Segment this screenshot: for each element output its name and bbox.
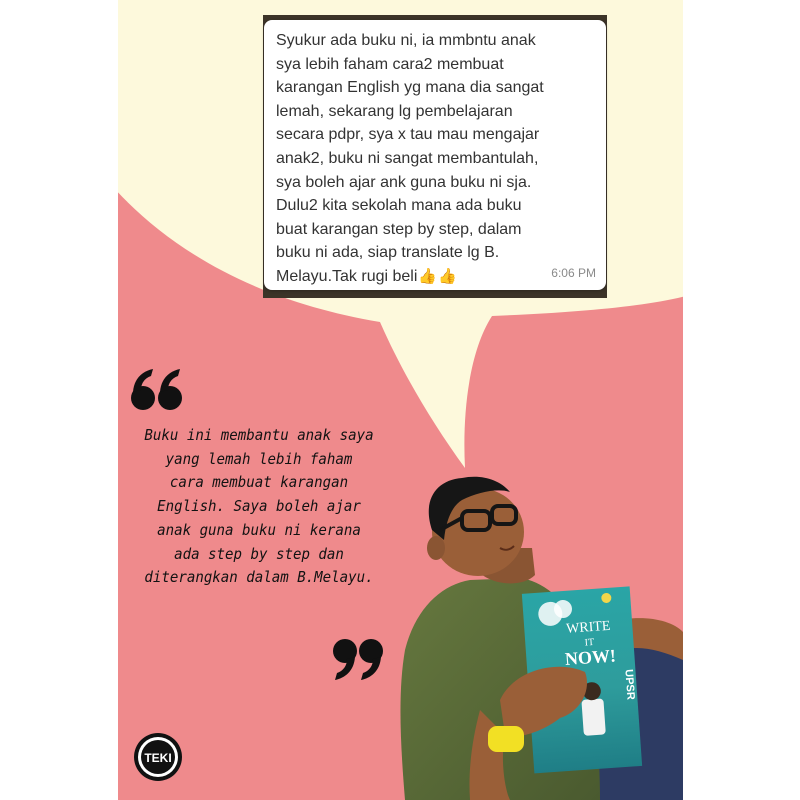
message-bubble [264,20,606,290]
message-line: buat karangan step by step, dalam [276,220,522,238]
quote-line: Buku ini membantu anak saya [144,426,374,444]
brand-logo [134,733,182,781]
book-title-line: NOW! [564,645,617,669]
message-text [276,29,606,289]
message-line-text: Melayu.Tak rugi beli [276,267,418,285]
book-figure [581,698,605,735]
book-title-line: WRITE [565,618,612,637]
brand-logo-text: TEKI [144,751,172,765]
message-line: anak2, buku ni sangat membantulah, [276,149,539,167]
book-title-line: IT [584,636,595,649]
message-line: sya lebih faham cara2 membuat [276,55,504,73]
message-timestamp: 6:06 PM [551,266,596,280]
message-line: lemah, sekarang lg pembelajaran [276,102,513,120]
testimonial-quote [118,424,400,590]
book-side-label: UPSR [622,668,637,701]
quote-line: cara membuat karangan [169,473,349,492]
wristwatch [488,726,524,752]
quote-line: anak guna buku ni kerana [157,520,361,539]
message-line: karangan English yg mana dia sangat [276,79,544,97]
quote-line: yang lemah lebih faham [165,449,353,468]
message-line: Syukur ada buku ni, ia mmbntu anak [276,32,536,49]
ear [427,536,445,560]
message-line: secara pdpr, sya x tau mau mengajar [276,126,540,144]
message-line: buku ni ada, siap translate lg B. [276,244,500,262]
thumbs-up-icon: 👍 [438,267,457,285]
thumbs-up-icon: 👍 [418,267,438,285]
message-line: Dulu2 kita sekolah mana ada buku [276,197,522,215]
quote-line: English. Saya boleh ajar [157,497,361,516]
quote-line: diterangkan dalam B.Melayu. [144,568,374,587]
quote-line: ada step by step dan [174,544,344,563]
message-line: sya boleh ajar ank guna buku ni sja. [276,173,532,191]
